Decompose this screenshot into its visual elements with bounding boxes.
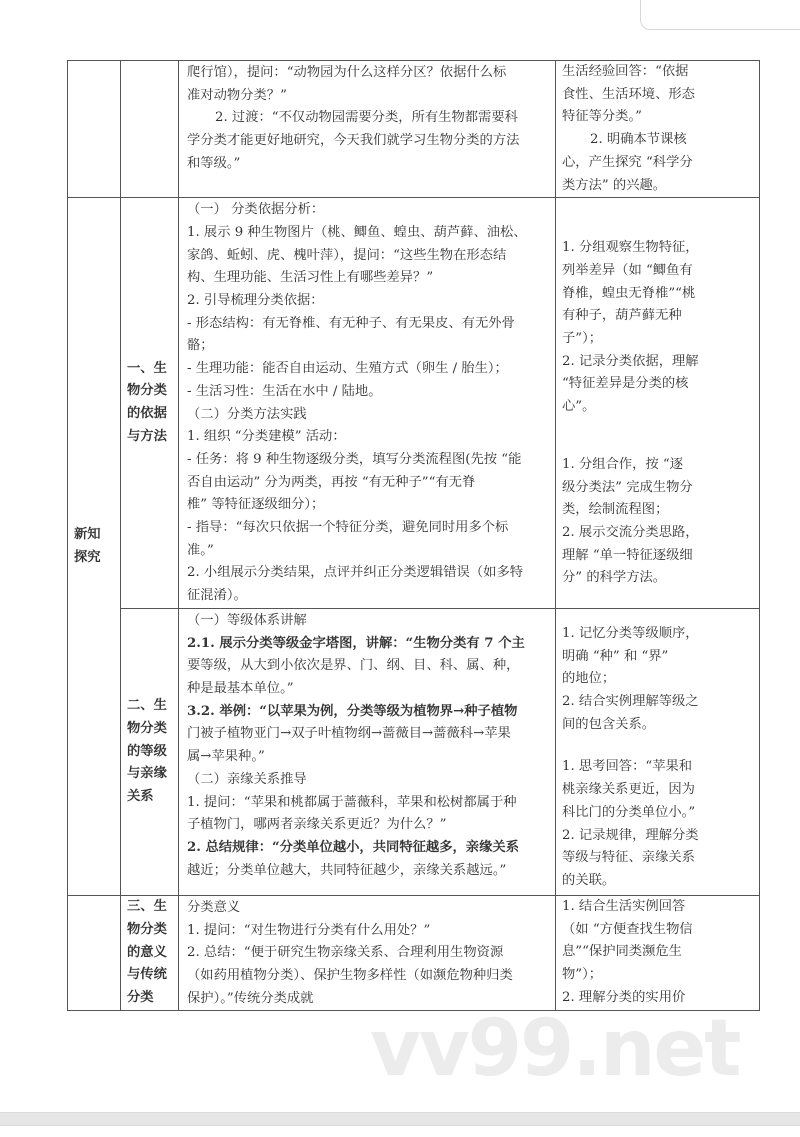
text-line: 明确 “种” 和 “界” (562, 648, 669, 664)
text-line: 椎” 等特征逐级细分）； (187, 497, 325, 513)
text-line: 家鸽、蚯蚓、虎、槐叶萍），提问：“这些生物在形态结 (187, 247, 507, 263)
text-line: 分” 的科学方法。 (562, 570, 667, 586)
text-line: 与亲缘 (127, 766, 167, 782)
student-activity-block (562, 623, 759, 737)
text-line: 1. 分组观察生物特征， (562, 240, 699, 256)
text-line: 新知 (74, 526, 101, 542)
text-line: （二）分类方法实践 (187, 406, 307, 422)
text-line: 2. 理解分类的实用价 (562, 989, 686, 1005)
text-line: 科比门的分类单位小。” (562, 804, 696, 820)
watermark: vv99.net (370, 1004, 740, 1094)
text-line: 关系 (127, 788, 154, 804)
student-activity-block (562, 454, 759, 590)
text-line: 与方法 (127, 428, 167, 444)
text-line: 构、生理功能、生活习性上有哪些差异？” (187, 270, 434, 286)
text-line: - 指导：“每次只依据一个特征分类，避免同时用多个标 (187, 520, 509, 536)
text-line: - 生理功能：能否自由运动、生殖方式（卵生 / 胎生）； (187, 361, 508, 377)
text-line: 的地位； (562, 671, 616, 687)
text-line: 的等级 (127, 743, 167, 759)
stage-cell-empty (68, 895, 121, 1011)
text-line: （一） 分类依据分析： (187, 202, 325, 218)
text-line: 间的包含关系。 (562, 716, 656, 732)
text-line: 与传统 (127, 967, 167, 983)
text-line: 物分类 (127, 383, 167, 399)
text-line: - 形态结构：有无脊椎、有无种子、有无果皮、有无外骨 (187, 315, 515, 331)
text-line: 分类意义 (187, 899, 241, 915)
text-line: 2. 引导梳理分类依据： (187, 293, 324, 309)
text-line: 食性、生活环境、形态 (562, 86, 695, 102)
text-line: 1. 提问：“对生物进行分类有什么用处？” (187, 922, 431, 938)
text-line: 类方法” 的兴趣。 (562, 177, 667, 193)
text-line: - 生活习性：生活在水中 / 陆地。 (187, 383, 382, 399)
table-row-section-2 (68, 608, 760, 895)
text-line: （如药用植物分类）、保护生物多样性（如濒危物种归类 (187, 967, 513, 983)
text-line: 有种子，葫芦藓无种 (562, 308, 682, 324)
text-line: 1. 组织 “分类建模” 活动： (187, 429, 346, 445)
text-line: 和等级。” (187, 155, 241, 171)
student-activity-cell (556, 608, 760, 895)
text-line: 2. 记录分类依据，理解 (562, 353, 699, 369)
text-line: 征混淆）。 (187, 588, 247, 604)
text-line: 学分类才能更好地研究，今天我们就学习生物分类的方法 (187, 133, 520, 149)
section-cell-empty (121, 61, 179, 198)
text-line: 越近；分类单位越大，共同特征越少，亲缘关系越远。” (187, 862, 507, 878)
stage-label-cell (68, 198, 121, 896)
text-line: 2. 小组展示分类结果，点评并纠正分类逻辑错误（如多特 (187, 565, 524, 581)
teacher-activity-cell (179, 198, 556, 609)
stage-cell-empty (68, 61, 121, 198)
text-line: 3.2. 举例：“以苹果为例，分类等级为植物界→种子植物 (187, 703, 518, 719)
section-label-cell (121, 198, 179, 609)
text-line: 骼； (187, 338, 214, 354)
student-activity-block (562, 756, 759, 892)
text-line: 生活经验回答：“依据 (562, 64, 689, 79)
text-line: 特征等分类。” (562, 109, 642, 125)
student-activity-cell (556, 61, 760, 198)
text-line: 子植物门，哪两者亲缘关系更近？为什么？” (187, 817, 447, 833)
table-row-section-1 (68, 198, 760, 609)
text-line: 种是最基本单位。” (187, 680, 294, 696)
text-line: 列举差异（如 “鲫鱼有 (562, 262, 693, 278)
text-line: “特征差异是分类的核 (562, 376, 689, 392)
section-label-cell (121, 895, 179, 1011)
text-line: 1. 思考回答：“苹果和 (562, 759, 693, 775)
text-line: - 任务：将 9 种生物逐级分类，填写分类流程图(先按 “能 (187, 451, 522, 467)
text-line: （二）亲缘关系推导 (187, 771, 307, 787)
text-line: 二、生 (127, 698, 167, 714)
floating-panel (640, 0, 800, 30)
text-line: 三、生 (127, 899, 167, 915)
text-line: 2. 明确本节课核 (590, 132, 687, 148)
text-line: 1. 记忆分类等级顺序， (562, 625, 699, 641)
text-line: （如 “方便查找生物信 (562, 921, 693, 937)
text-line: 的意义 (127, 944, 167, 960)
text-line: 属→苹果种。” (187, 749, 265, 765)
text-line: 1. 结合生活实例回答 (562, 898, 686, 914)
text-line: 一、生 (127, 360, 167, 376)
text-line: 类，绘制流程图； (562, 502, 669, 518)
text-line: 2. 展示交流分类思路， (562, 524, 699, 540)
text-line: 1. 提问：“苹果和桃都属于蔷薇科，苹果和松树都属于种 (187, 794, 517, 810)
text-line: 1. 展示 9 种生物图片（桃、鲫鱼、蝗虫、葫芦藓、油松、 (187, 224, 527, 240)
text-line: 2. 记录规律，理解分类 (562, 827, 699, 843)
text-line: 分类 (127, 990, 154, 1006)
student-activity-block (562, 896, 759, 1010)
text-line: 2. 过渡：“不仅动物园需要分类，所有生物都需要科 (215, 110, 518, 126)
horizontal-scrollbar[interactable] (0, 1112, 800, 1126)
text-line: 息”“保护同类濒危生 (562, 944, 682, 960)
text-line: 要等级，从大到小依次是界、门、纲、目、科、属、种， (187, 658, 520, 674)
table-row-intro (68, 61, 760, 198)
text-line: 门被子植物亚门→双子叶植物纲→蔷薇目→蔷薇科→苹果 (187, 726, 511, 742)
student-activity-block (562, 237, 759, 419)
text-line: 探究 (74, 549, 101, 565)
text-line: （一）等级体系讲解 (187, 612, 307, 628)
text-line: 心”。 (562, 399, 596, 415)
text-line: 心，产生探究 “科学分 (562, 154, 693, 170)
text-line: 的关联。 (562, 872, 616, 888)
text-line: 2.1. 展示分类等级金字塔图，讲解：“生物分类有 7 个主 (187, 635, 525, 651)
text-line: 保护）。”传统分类成就 (187, 990, 314, 1006)
text-line: 物”）； (562, 966, 603, 982)
teacher-activity-cell (179, 895, 556, 1011)
text-line: 爬行馆），提问：“动物园为什么这样分区？依据什么标 (187, 65, 507, 80)
teacher-activity-cell (179, 608, 556, 895)
text-line: 级分类法” 完成生物分 (562, 479, 693, 495)
text-line: 等级与特征、亲缘关系 (562, 850, 695, 866)
lesson-plan-table (67, 60, 760, 1011)
table-row-section-3 (68, 895, 760, 1011)
text-line: 脊椎，蝗虫无脊椎”“桃 (562, 285, 696, 301)
text-line: 的依据 (127, 406, 167, 422)
text-line: 否自由运动” 分为两类，再按 “有无种子”“有无脊 (187, 474, 476, 490)
text-line: 2. 总结规律：“分类单位越小，共同特征越多，亲缘关系 (187, 839, 519, 855)
text-line: 理解 “单一特征逐级细 (562, 547, 693, 563)
section-label-cell (121, 608, 179, 895)
text-line: 物分类 (127, 720, 167, 736)
text-line: 子”）； (562, 331, 603, 347)
text-line: 1. 分组合作，按 “逐 (562, 456, 684, 472)
text-line: 2. 结合实例理解等级之 (562, 693, 699, 709)
text-line: 准。” (187, 542, 214, 558)
text-line: 桃亲缘关系更近，因为 (562, 782, 695, 798)
text-line: 准对动物分类？” (187, 87, 287, 103)
teacher-activity-cell (179, 61, 556, 198)
text-line: 2. 总结：“便于研究生物亲缘关系、合理利用生物资源 (187, 945, 504, 961)
student-activity-cell (556, 198, 760, 609)
student-activity-cell (556, 895, 760, 1011)
text-line: 物分类 (127, 922, 167, 938)
